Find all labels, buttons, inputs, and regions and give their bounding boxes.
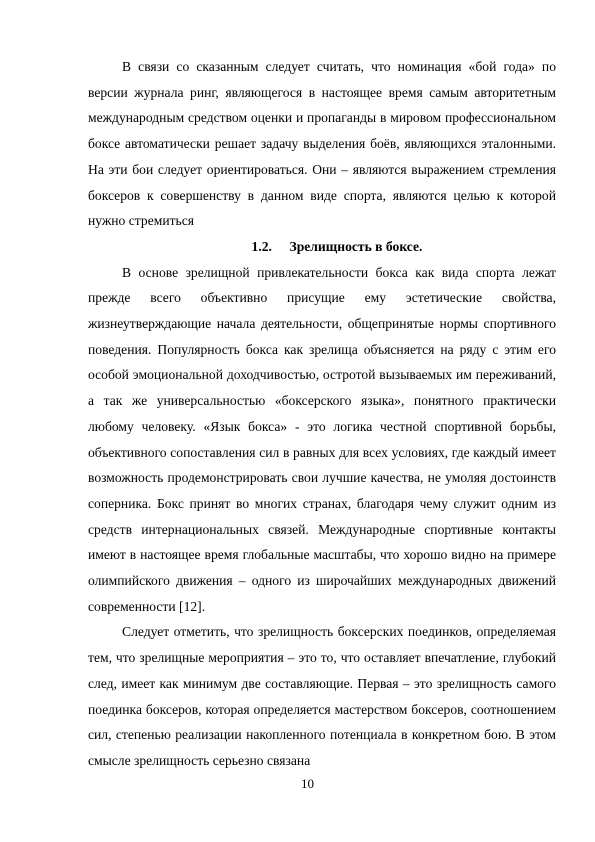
paragraph-fight-of-the-year: В связи со сказанным следует считать, что номинация «бой года» по версии журнала ринг, являющегося в настоящее время самым авторитетным международным средством оценки и пропаганды в мировом профессиональном боксе автоматически решает задачу выделения боёв, являющихся эталонными. На эти бои следует ориентироваться. Они – являются выражением стремления боксеров к совершенству в данном виде спорта, являются целью к которой нужно стремиться bbox=[88, 59, 556, 229]
paragraph-boxing-spectacle-basis: В основе зрелищной привлекательности бокса как вида спорта лежат прежде всего объективно присущие ему эстетические свойства, жизнеутверждающие начала деятельности, общепринятые нормы спортивного поведения. Популярность бокса как зрелища объясняется на ряду с этим его особой эмоциональной доходчивостью, остротой вызываемых им переживаний, а так же универсальностью «боксерского языка», понятного практически любому человеку. «Язык бокса» - это логика честной спортивной борьбы, объективного сопоставления сил в равных для всех условиях, где каждый имеет возможность продемонстрировать свои лучшие качества, не умоляя достоинств соперника. Бокс принят во многих странах, благодаря чему служит одним из средств интернациональных связей. Международные спортивные контакты имеют в настоящее время глобальные масштабы, что хорошо видно на примере олимпийского движения – одного из широчайших международных движений современности [12]. bbox=[88, 264, 556, 614]
section-number: 1.2. bbox=[251, 238, 272, 254]
paragraph-spectacle-components: Следует отметить, что зрелищность боксерских поединков, определяемая тем, что зрелищные мероприятия – это то, что оставляет впечатление, глубокий след, имеет как минимум две составляющие. Первая – это зрелищность самого поединка боксеров, которая определяется мастерством боксеров, соотношением сил, степенью реализации накопленного потенциала в конкретном бою. В этом смысле зрелищность серьезно связана bbox=[88, 624, 556, 768]
section-title: Зрелищность в боксе. bbox=[289, 238, 423, 254]
body-text bbox=[88, 54, 556, 774]
page-number: 10 bbox=[301, 776, 314, 791]
section-heading bbox=[88, 234, 556, 260]
